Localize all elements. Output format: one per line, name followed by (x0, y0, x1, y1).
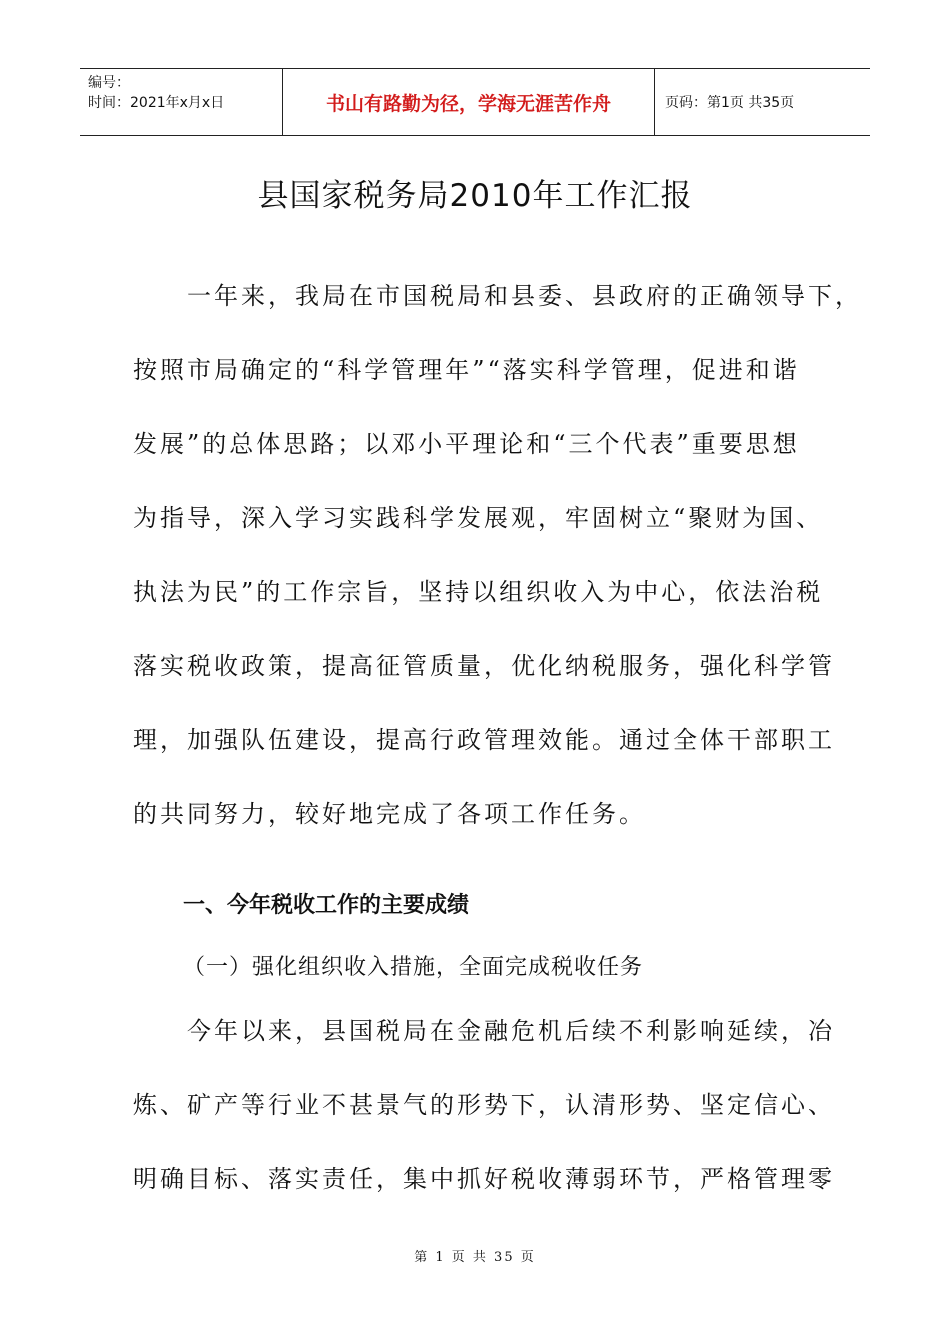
text-line: 理，加强队伍建设，提高行政管理效能。通过全体干部职工 (133, 726, 835, 754)
number-label: 编号： (88, 75, 130, 91)
body-paragraph (133, 1016, 835, 1238)
section-heading: 一、今年税收工作的主要成绩 (183, 893, 470, 918)
intro-paragraph (133, 281, 862, 873)
text-line: 明确目标、落实责任，集中抓好税收薄弱环节，严格管理零 (133, 1165, 835, 1193)
text-line: 按照市局确定的“科学管理年”“落实科学管理，促进和谐 (133, 356, 800, 384)
text-line: 今年以来，县国税局在金融危机后续不利影响延续，冶 (133, 1017, 835, 1045)
header-meta (80, 69, 282, 135)
text-line: 炼、矿产等行业不甚景气的形势下，认清形势、坚定信心、 (133, 1091, 835, 1119)
text-line: 为指导，深入学习实践科学发展观，牢固树立“聚财为国、 (133, 504, 824, 532)
text-line: 执法为民”的工作宗旨，坚持以组织收入为中心，依法治税 (133, 578, 824, 606)
text-line: 的共同努力，较好地完成了各项工作任务。 (133, 800, 646, 828)
text-line: 发展”的总体思路；以邓小平理论和“三个代表”重要思想 (133, 430, 800, 458)
text-line: 落实税收政策，提高征管质量，优化纳税服务，强化科学管 (133, 652, 835, 680)
page-footer: 第 1 页 共 35 页 (414, 1250, 536, 1265)
header-page-info: 页码：第1页 共35页 (665, 95, 795, 111)
subsection-heading: （一）强化组织收入措施，全面完成税收任务 (183, 955, 644, 980)
time-label: 时间：2021年x月x日 (88, 95, 225, 111)
document-title: 县国家税务局2010年工作汇报 (257, 178, 693, 214)
header-motto: 书山有路勤为径，学海无涯苦作舟 (282, 69, 655, 135)
text-line: 一年来，我局在市国税局和县委、县政府的正确领导下， (133, 282, 862, 310)
document-header (80, 68, 870, 136)
